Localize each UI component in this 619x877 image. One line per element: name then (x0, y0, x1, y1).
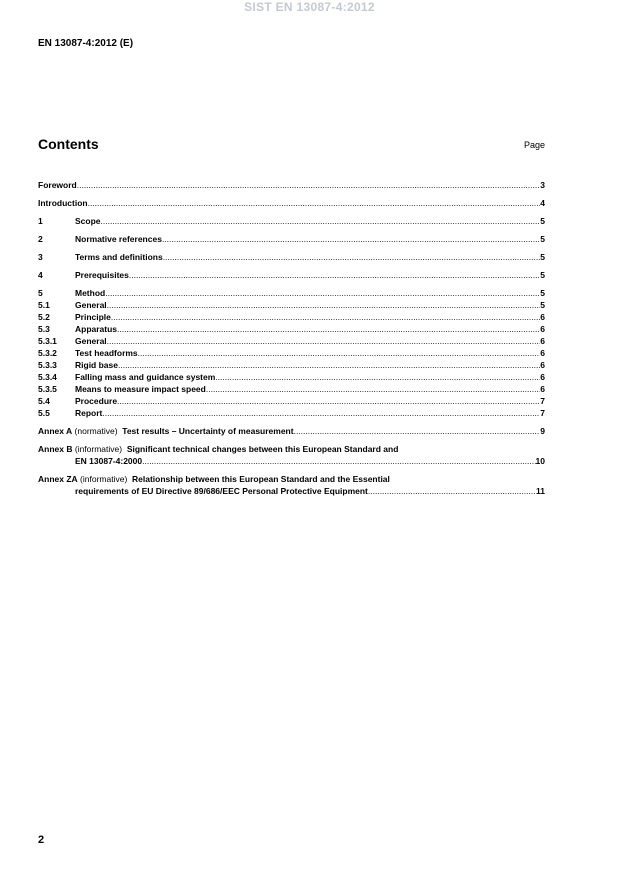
annex-page: 11 (536, 486, 545, 496)
dot-leader (118, 359, 540, 371)
toc-entry-page: 7 (540, 396, 545, 406)
toc-entry-number: 5.4 (38, 396, 50, 406)
toc-entry-page: 4 (540, 198, 545, 208)
annex-label: Annex ZA (38, 474, 78, 484)
toc-entry-page: 6 (540, 372, 545, 382)
toc-entry[interactable] (38, 311, 545, 323)
dot-leader (138, 347, 541, 359)
dot-leader (111, 311, 540, 323)
toc-entry-title: Rigid base (75, 360, 118, 370)
toc-entry[interactable] (38, 395, 545, 407)
toc-entry-page: 7 (540, 408, 545, 418)
annex-page: 10 (535, 456, 545, 466)
toc-entry-number: 5 (38, 288, 43, 298)
watermark: SIST EN 13087-4:2012 (244, 0, 375, 14)
annex-title: Test results – Uncertainty of measurement (122, 426, 294, 436)
dot-leader (163, 251, 541, 263)
toc-entry-page: 5 (540, 270, 545, 280)
toc-entry[interactable] (38, 299, 545, 311)
dot-leader (368, 485, 536, 497)
toc-entry[interactable] (38, 347, 545, 359)
toc-entry-page: 5 (540, 252, 545, 262)
dot-leader (142, 455, 535, 467)
toc-entry-number: 5.3.3 (38, 360, 57, 370)
toc-entry-number: 5.3.2 (38, 348, 57, 358)
toc-entry-page: 3 (540, 180, 545, 190)
annex-title-continued: requirements of EU Directive 89/686/EEC Personal Protective Equipment (75, 486, 368, 496)
dot-leader (294, 425, 541, 437)
dot-leader (105, 287, 540, 299)
toc-entry-title: Prerequisites (75, 270, 129, 280)
toc-entry-page: 6 (540, 360, 545, 370)
dot-leader (206, 383, 540, 395)
toc-entry-title: Foreword (38, 180, 77, 190)
toc-entry-number: 5.3 (38, 324, 50, 334)
toc-entry-number: 5.3.4 (38, 372, 57, 382)
toc-entry-title: Means to measure impact speed (75, 384, 206, 394)
toc-entry-page: 5 (540, 300, 545, 310)
toc-entry[interactable] (38, 335, 545, 347)
toc-entry-page: 6 (540, 336, 545, 346)
toc-entry-number: 5.2 (38, 312, 50, 322)
toc-entry-title: Scope (75, 216, 101, 226)
toc-entry[interactable] (38, 179, 545, 191)
toc-entry[interactable] (38, 371, 545, 383)
toc-entry[interactable] (38, 407, 545, 419)
toc-entry[interactable] (38, 269, 545, 281)
toc-entry-title: Report (75, 408, 103, 418)
toc-entry-title: Normative references (75, 234, 162, 244)
toc-entry-number: 5.5 (38, 408, 50, 418)
toc-entry-number: 4 (38, 270, 43, 280)
dot-leader (215, 371, 540, 383)
annex-title-continued: EN 13087-4:2000 (75, 456, 143, 466)
annex-type: (informative) (74, 444, 123, 454)
dot-leader (129, 269, 540, 281)
toc-entry[interactable] (38, 287, 545, 299)
toc-entry-title: Falling mass and guidance system (75, 372, 216, 382)
toc-entry-title: Terms and definitions (75, 252, 163, 262)
toc-entry-title: Test headforms (75, 348, 138, 358)
standard-code: EN 13087-4:2012 (E) (38, 38, 134, 49)
toc-entry-page: 6 (540, 312, 545, 322)
toc-entry[interactable] (38, 233, 545, 245)
toc-annex-entry[interactable] (38, 425, 545, 437)
dot-leader (107, 299, 541, 311)
toc-entry-number: 3 (38, 252, 43, 262)
dot-leader (101, 215, 541, 227)
toc-annex-entry[interactable] (38, 443, 545, 467)
toc-entry[interactable] (38, 215, 545, 227)
dot-leader (117, 323, 540, 335)
toc-entry-page: 5 (540, 216, 545, 226)
toc-entry-number: 5.1 (38, 300, 50, 310)
dot-leader (88, 197, 541, 209)
annex-type: (informative) (80, 474, 128, 484)
toc-entry-title: General (75, 300, 107, 310)
toc-entry-title: Procedure (75, 396, 118, 406)
annex-type: (normative) (74, 426, 118, 436)
annex-label: Annex A (38, 426, 73, 436)
toc-entry[interactable] (38, 197, 545, 209)
toc-entry-title: Introduction (38, 198, 88, 208)
toc-entry[interactable] (38, 359, 545, 371)
toc-entry-number: 2 (38, 234, 43, 244)
dot-leader (102, 407, 540, 419)
toc-entry-page: 6 (540, 324, 545, 334)
toc-annex-entry[interactable] (38, 473, 545, 497)
dot-leader (162, 233, 540, 245)
toc-entry-number: 1 (38, 216, 43, 226)
toc-entry[interactable] (38, 251, 545, 263)
table-of-contents (38, 173, 545, 497)
toc-entry-number: 5.3.5 (38, 384, 57, 394)
dot-leader (77, 179, 541, 191)
toc-entry-number: 5.3.1 (38, 336, 57, 346)
annex-page: 9 (540, 426, 545, 436)
toc-entry-title: Method (75, 288, 106, 298)
annex-title: Significant technical changes between this European Standard and (126, 444, 399, 454)
toc-entry-page: 5 (540, 234, 545, 244)
dot-leader (107, 335, 541, 347)
toc-entry[interactable] (38, 323, 545, 335)
dot-leader (117, 395, 540, 407)
toc-entry-title: General (75, 336, 107, 346)
page-number: 2 (38, 834, 45, 846)
contents-title: Contents (38, 136, 99, 152)
toc-entry-title: Apparatus (75, 324, 118, 334)
annex-title: Relationship between this European Standard and the Essential (132, 474, 390, 484)
toc-entry-title: Principle (75, 312, 111, 322)
page-column-label: Page (523, 140, 545, 150)
toc-entry-page: 6 (540, 348, 545, 358)
annex-label: Annex B (38, 444, 73, 454)
toc-entry-page: 5 (540, 288, 545, 298)
toc-entry[interactable] (38, 383, 545, 395)
toc-entry-page: 6 (540, 384, 545, 394)
